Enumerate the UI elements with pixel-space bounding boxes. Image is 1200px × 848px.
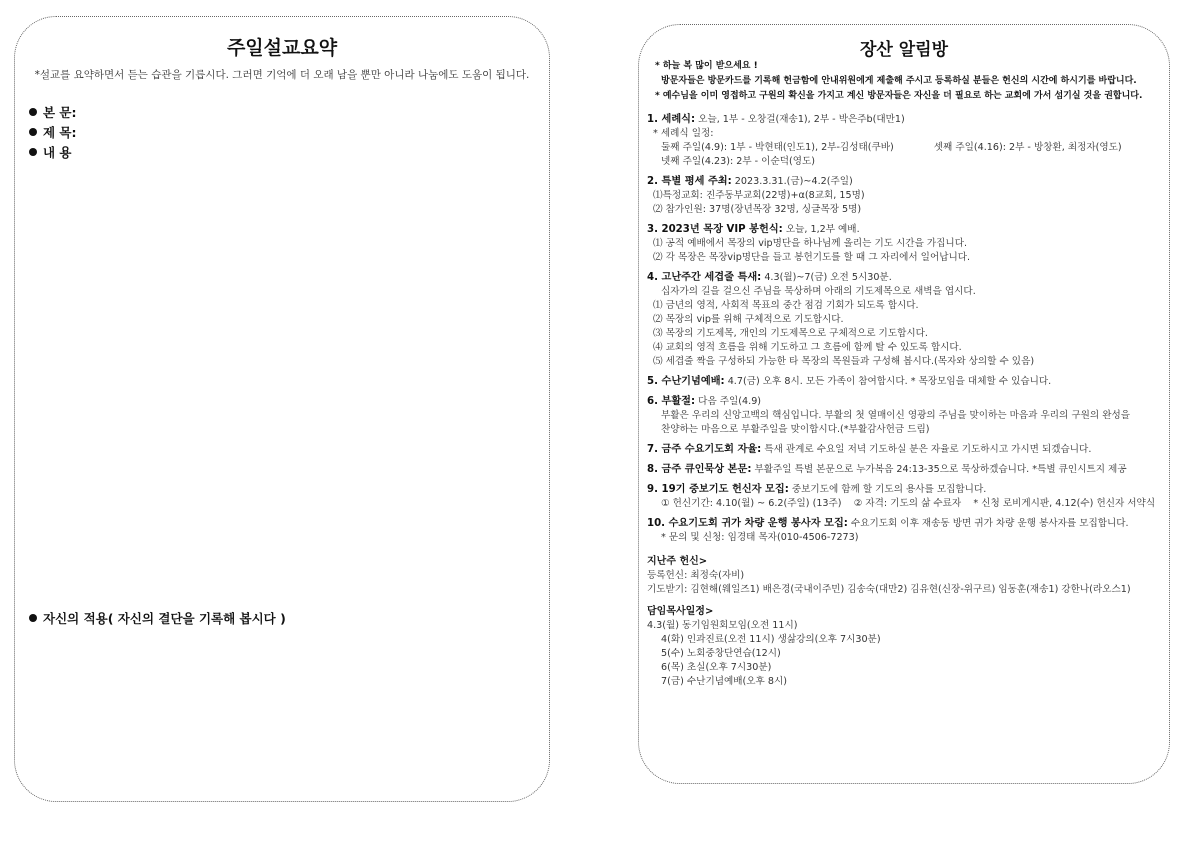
baptism-schedule-row: 넷째 주일(4.23): 2부 - 이순덕(영도)	[661, 156, 816, 167]
announcement-detail: ⑵ 목장의 vip를 위해 구체적으로 기도합시다.	[653, 314, 844, 325]
schedule-item: 4(화) 인과진료(오전 11시) 생삶강의(오후 7시30분)	[661, 634, 881, 645]
announcement-7: 7. 금주 수요기도회 자율: 특새 관계로 수요일 저녁 기도하실 분은 자율로 기도하시고 가시면 되겠습니다.	[647, 444, 1092, 455]
notice-believers: * 예수님을 이미 영접하고 구원의 확신을 가지고 계신 방문자들은 자신을 더 필요로 하는 교회에 가서 섬기실 것을 권합니다.	[655, 91, 1143, 101]
sermon-summary-title: 주일설교요약	[226, 37, 338, 59]
announcement-detail: * 문의 및 신청: 임경태 목자(010-4506-7273)	[661, 532, 859, 543]
announcement-detail: ⑷ 교회의 영적 흐름을 위해 기도하고 그 흐름에 함께 탈 수 있도록 합시다.	[653, 342, 962, 353]
announcement-6: 6. 부활절: 다음 주일(4.9)	[647, 396, 762, 407]
announcement-4: 4. 고난주간 세겹줄 특새: 4.3(월)~7(금) 오전 5시30분.	[647, 272, 892, 283]
announcement-detail: ① 헌신기간: 4.10(월) ~ 6.2(주일) (13주) ② 자격: 기도의 삶 수료자 * 신청 로비게시판, 4.12(수) 헌신자 서약식	[661, 498, 1156, 509]
announcement-detail: 부활은 우리의 신앙고백의 핵심입니다. 부활의 첫 열매이신 영광의 주님을 맞이하는 마음과 우리의 구원의 완성을	[661, 410, 1131, 421]
announcement-1: 1. 세례식: 오늘, 1부 - 오창걸(재송1), 2부 - 박은주b(대만1)	[647, 114, 905, 125]
announcement-detail: ⑶ 목장의 기도제목, 개인의 기도제목으로 구체적으로 기도합시다.	[653, 328, 928, 339]
sermon-summary-panel	[14, 16, 550, 802]
notice-greeting: * 하늘 복 많이 받으세요 !	[655, 61, 758, 71]
announcements-panel	[638, 24, 1170, 784]
schedule-item: 7(금) 수난기념예배(오후 8시)	[661, 676, 787, 687]
scripture-field: 본 문:	[29, 103, 77, 123]
bullet-icon	[29, 128, 37, 136]
announcement-3: 3. 2023년 목장 VIP 봉헌식: 오늘, 1,2부 예배.	[647, 224, 860, 235]
title-field: 제 목:	[29, 123, 77, 143]
announcement-10: 10. 수요기도회 귀가 차량 운행 봉사자 모집: 수요기도회 이후 재송동 방면 귀가 차량 운행 봉사자를 모집합니다.	[647, 518, 1129, 529]
sermon-summary-subtitle: *설교를 요약하면서 듣는 습관을 기릅시다. 그러면 기억에 더 오래 남을 뿐만 아니라 나눔에도 도움이 됩니다.	[34, 69, 530, 81]
announcement-9: 9. 19기 중보기도 헌신자 모집: 중보기도에 함께 할 기도의 용사를 모집합니다.	[647, 484, 987, 495]
announcement-detail: ⑴ 금년의 영적, 사회적 목표의 중간 점검 기회가 되도록 합시다.	[653, 300, 919, 311]
content-field: 내 용	[29, 143, 77, 163]
prayer-recipients: 기도받기: 김현해(웨일즈1) 배은경(국내이주민) 김송숙(대만2) 김유현(신장-위구르) 임동훈(재송1) 강한나(라오스1)	[647, 584, 1131, 595]
application-field: 자신의 적용( 자신의 결단을 기록해 봅시다 )	[29, 609, 286, 627]
announcement-detail: ⑵ 각 목장은 목장vip명단을 들고 봉헌기도를 할 때 그 자리에서 일어납니다.	[653, 252, 971, 263]
notice-block	[655, 59, 1160, 104]
announcement-5: 5. 수난기념예배: 4.7(금) 오후 8시. 모든 가족이 참여합시다. * 목장모임을 대체할 수 있습니다.	[647, 376, 1052, 387]
announcement-8: 8. 금주 큐인묵상 본문: 부활주일 특별 본문으로 누가복음 24:13-35으로 묵상하겠습니다. *특별 큐인시트지 제공	[647, 464, 1127, 475]
announcements-title: 장산 알림방	[859, 40, 949, 60]
sermon-fields	[29, 103, 77, 163]
announcement-detail: ⑵ 참가인원: 37명(장년목장 32명, 싱글목장 5명)	[653, 204, 862, 215]
announcement-detail: ⑴ 공적 예배에서 목장의 vip명단을 하나님께 올리는 기도 시간을 가집니다.	[653, 238, 968, 249]
notice-visitors: 방문자들은 방문카드를 기록해 헌금함에 안내위원에게 제출해 주시고 등록하실 분들은 헌신의 시간에 하시기를 바랍니다.	[661, 76, 1137, 86]
announcement-detail: ⑸ 세겹줄 짝을 구성하되 가능한 타 목장의 목원들과 구성해 봅시다.(목자와 상의할 수 있음)	[653, 356, 1035, 367]
announcement-2: 2. 특별 평세 주최: 2023.3.31.(금)~4.2(주일)	[647, 176, 853, 187]
announcement-detail: 찬양하는 마음으로 부활주일을 맞이합시다.(*부활감사헌금 드림)	[661, 424, 930, 435]
last-week-offering-heading: 지난주 헌신>	[647, 556, 708, 567]
bullet-icon	[29, 148, 37, 156]
schedule-item: 4.3(월) 동기임원회모임(오전 11시)	[647, 620, 798, 631]
announcement-detail: ⑴특정교회: 진주동부교회(22명)+α(8교회, 15명)	[653, 190, 865, 201]
baptism-schedule-row: 둘째 주일(4.9): 1부 - 박현태(인도1), 2부-김성태(쿠바) 셋째 주일(4.16): 2부 - 방창환, 최정자(영도)	[661, 142, 1122, 153]
bullet-icon	[29, 108, 37, 116]
announcement-detail: 십자가의 길을 걸으신 주님을 묵상하며 아래의 기도제목으로 새벽을 엽시다.	[661, 286, 976, 297]
announcement-list	[647, 113, 1163, 689]
bullet-icon	[29, 614, 37, 622]
pastor-schedule-heading: 담임목사일정>	[647, 606, 714, 617]
registration-offering: 등록헌신: 최정숙(자비)	[647, 570, 745, 581]
schedule-item: 5(수) 노회중창단연습(12시)	[661, 648, 781, 659]
schedule-item: 6(목) 초실(오후 7시30분)	[661, 662, 772, 673]
baptism-schedule-label: * 세례식 일정:	[653, 128, 714, 139]
